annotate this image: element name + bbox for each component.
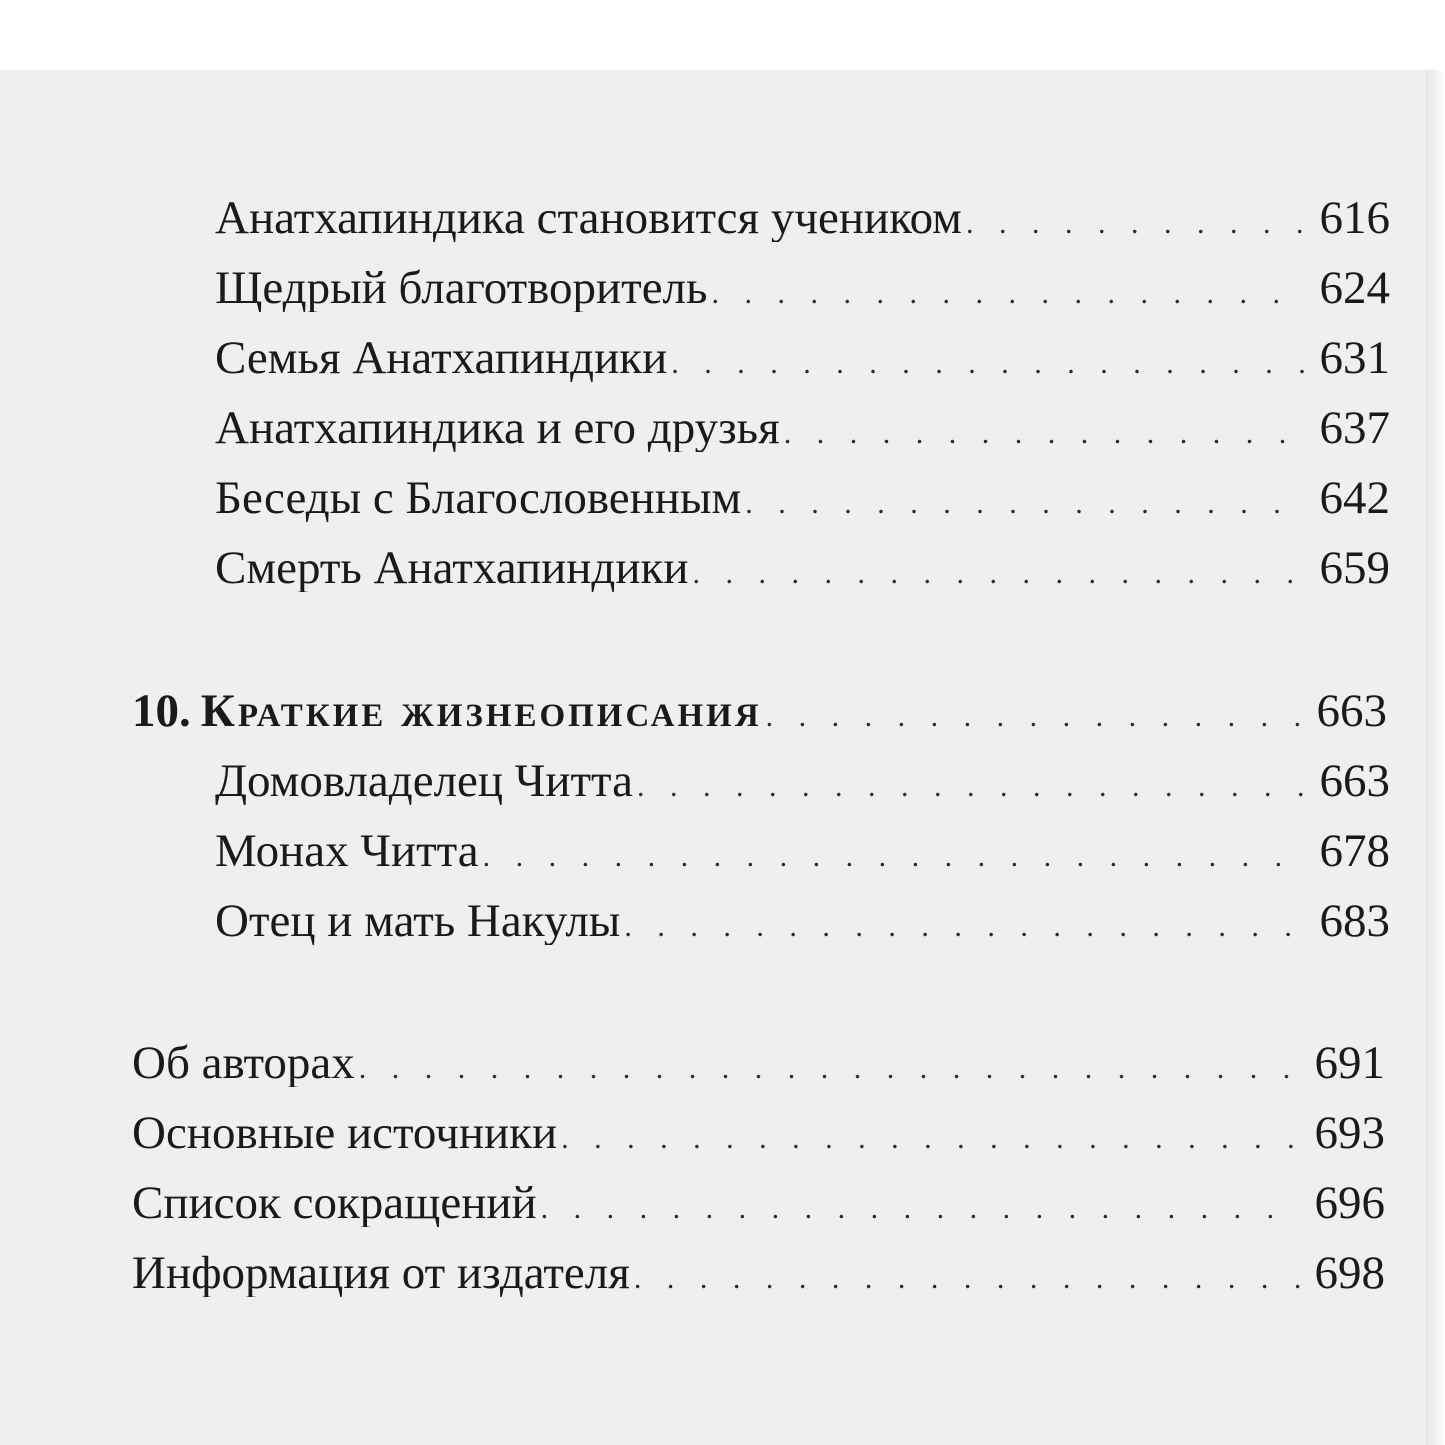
toc-entry-page: 637 bbox=[1319, 405, 1390, 452]
toc-entry bbox=[215, 898, 1390, 945]
dot-leader bbox=[541, 1194, 1301, 1224]
page-edge-shadow bbox=[1426, 70, 1445, 1445]
toc-entry-page: 678 bbox=[1319, 828, 1390, 875]
toc-entry-title: Щедрый благотворитель bbox=[215, 265, 708, 312]
toc-entry-page: 631 bbox=[1319, 335, 1390, 382]
toc-entry-title: Семья Анатхапиндики bbox=[215, 335, 668, 382]
dot-leader bbox=[711, 279, 1305, 309]
toc-back-matter-entry bbox=[132, 1180, 1385, 1227]
chapter-number: 10. bbox=[132, 688, 191, 735]
toc-entry-page: 691 bbox=[1314, 1040, 1385, 1087]
toc-entry-title: Основные источники bbox=[132, 1110, 558, 1157]
toc-entry-title: Анатхапиндика и его друзья bbox=[215, 405, 780, 452]
dot-leader bbox=[671, 349, 1305, 379]
dot-leader bbox=[634, 1264, 1301, 1294]
toc-entry bbox=[215, 265, 1390, 312]
toc-entry bbox=[215, 828, 1390, 875]
toc-entry-page: 698 bbox=[1314, 1250, 1385, 1297]
toc-entry-page: 659 bbox=[1319, 545, 1390, 592]
toc-entry bbox=[215, 335, 1390, 382]
toc-entry-title: Об авторах bbox=[132, 1040, 355, 1087]
toc-entry-title: Беседы с Благословенным bbox=[215, 475, 742, 522]
toc-entry bbox=[215, 545, 1390, 592]
toc-entry bbox=[215, 405, 1390, 452]
dot-leader bbox=[692, 559, 1305, 589]
toc-entry bbox=[215, 758, 1390, 805]
toc-entry-page: 616 bbox=[1319, 195, 1390, 242]
dot-leader bbox=[483, 842, 1306, 872]
toc-entry-title: Смерть Анатхапиндики bbox=[215, 545, 689, 592]
toc-entry-title: Информация от издателя bbox=[132, 1250, 630, 1297]
toc-back-matter-entry bbox=[132, 1250, 1385, 1297]
chapter-page: 663 bbox=[1316, 688, 1387, 735]
toc-entry bbox=[215, 475, 1390, 522]
dot-leader bbox=[784, 419, 1306, 449]
toc-entry bbox=[215, 195, 1390, 242]
toc-entry-page: 696 bbox=[1314, 1180, 1385, 1227]
dot-leader bbox=[561, 1124, 1300, 1154]
toc-entry-title: Отец и мать Накулы bbox=[215, 898, 621, 945]
toc-entry-title: Список сокращений bbox=[132, 1180, 537, 1227]
dot-leader bbox=[359, 1054, 1301, 1084]
toc-entry-page: 693 bbox=[1314, 1110, 1385, 1157]
chapter-heading bbox=[132, 688, 1387, 735]
dot-leader bbox=[745, 489, 1305, 519]
toc-entry-title: Монах Читта bbox=[215, 828, 479, 875]
toc-entry-title: Домовладелец Читта bbox=[215, 758, 633, 805]
toc-entry-page: 642 bbox=[1319, 475, 1390, 522]
toc-back-matter-entry bbox=[132, 1110, 1385, 1157]
toc-entry-page: 683 bbox=[1319, 898, 1390, 945]
dot-leader bbox=[624, 912, 1305, 942]
dot-leader bbox=[637, 772, 1306, 802]
chapter-title: Краткие жизнеописания bbox=[200, 688, 762, 735]
toc-entry-title: Анатхапиндика становится учеником bbox=[215, 195, 962, 242]
toc-entry-page: 624 bbox=[1319, 265, 1390, 312]
toc-back-matter-entry bbox=[132, 1040, 1385, 1087]
dot-leader bbox=[766, 702, 1303, 732]
dot-leader bbox=[966, 209, 1306, 239]
toc-entry-page: 663 bbox=[1319, 758, 1390, 805]
